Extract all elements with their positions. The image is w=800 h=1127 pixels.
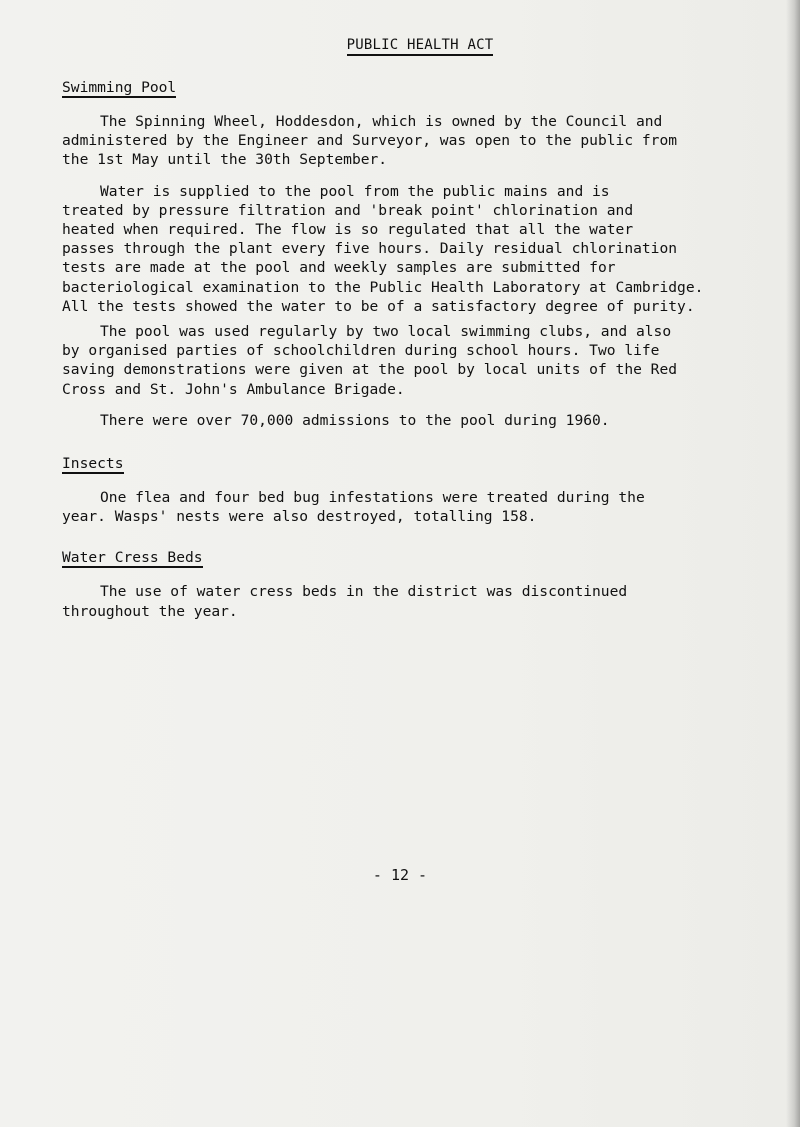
paragraph	[62, 582, 762, 620]
section-water-cress-beds	[62, 548, 762, 620]
text-line: There were over 70,000 admissions to the pool during 1960.	[100, 411, 610, 429]
text-line: bacteriological examination to the Public Health Laboratory at Cambridge.	[62, 278, 704, 296]
text-line: tests are made at the pool and weekly samples are submitted for	[62, 259, 616, 277]
text-line: passes through the plant every five hours. Daily residual chlorination	[62, 240, 678, 258]
paragraph	[62, 182, 762, 316]
text-line: Water is supplied to the pool from the public mains and is	[100, 182, 610, 200]
text-line: by organised parties of schoolchildren during school hours. Two life	[62, 342, 660, 360]
text-line: One flea and four bed bug infestations were treated during the	[100, 489, 645, 507]
section-swimming-pool	[62, 78, 762, 430]
paragraph	[62, 112, 762, 170]
text-line: All the tests showed the water to be of a satisfactory degree of purity.	[62, 297, 695, 315]
paragraph	[62, 411, 762, 430]
text-line: treated by pressure filtration and 'break point' chlorination and	[62, 201, 634, 219]
text-line: The use of water cress beds in the district was discontinued	[100, 583, 628, 601]
page-footer	[0, 866, 800, 884]
text-line: Cross and St. John's Ambulance Brigade.	[62, 380, 405, 398]
page-title: PUBLIC HEALTH ACT	[347, 37, 494, 56]
section-heading: Swimming Pool	[62, 79, 177, 96]
page-edge-shadow	[786, 0, 800, 1127]
text-line: saving demonstrations were given at the pool by local units of the Red	[62, 361, 678, 379]
section-insects	[62, 454, 762, 526]
text-line: administered by the Engineer and Surveyor, was open to the public from	[62, 132, 678, 150]
document-body	[62, 78, 762, 633]
text-line: the 1st May until the 30th September.	[62, 151, 388, 169]
text-line: The Spinning Wheel, Hoddesdon, which is owned by the Council and	[100, 113, 663, 130]
page-number: - 12 -	[372, 866, 428, 884]
section-heading: Insects	[62, 455, 124, 473]
text-line: throughout the year.	[62, 602, 238, 620]
paragraph	[62, 488, 762, 526]
text-line: heated when required. The flow is so regulated that all the water	[62, 221, 634, 239]
text-line: The pool was used regularly by two local swimming clubs, and also	[100, 323, 672, 341]
page-header	[0, 37, 800, 56]
paragraph	[62, 322, 762, 399]
section-heading: Water Cress Beds	[62, 549, 203, 567]
text-line: year. Wasps' nests were also destroyed, totalling 158.	[62, 508, 537, 526]
